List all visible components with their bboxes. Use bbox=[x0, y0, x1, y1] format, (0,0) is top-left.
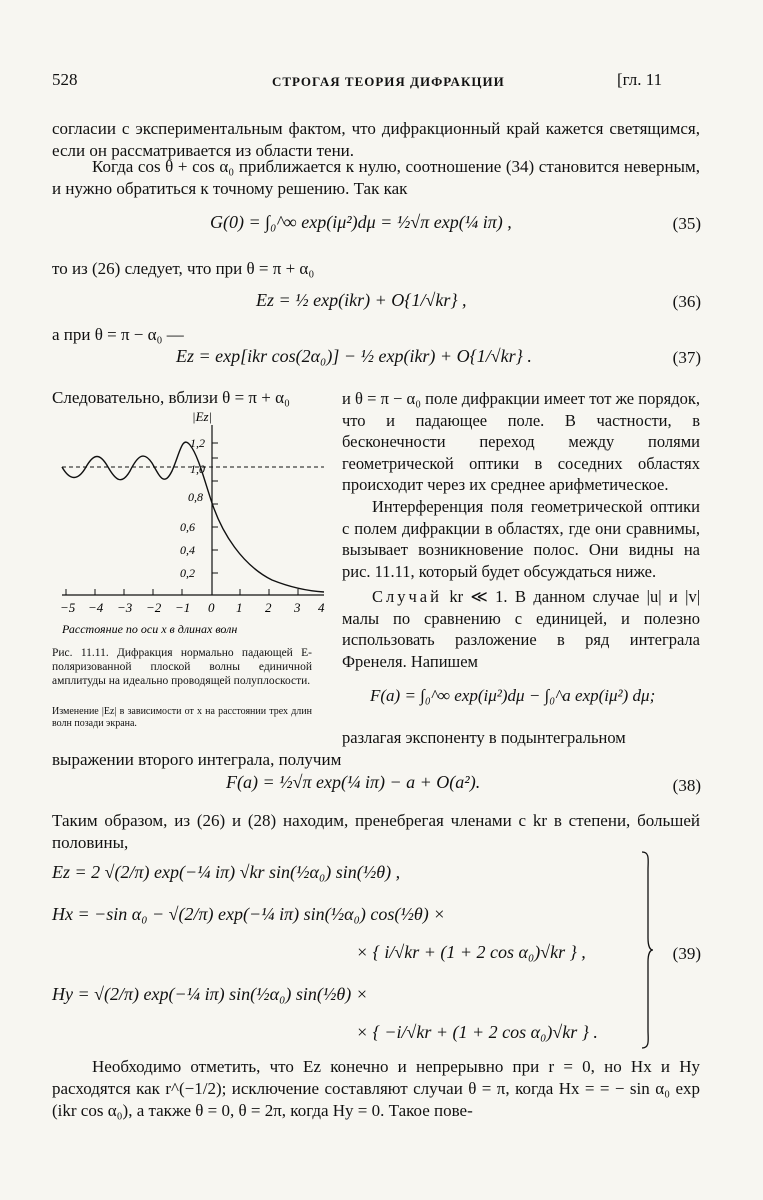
equation-brace bbox=[640, 850, 654, 1050]
paragraph: и θ = π − α₀ поле дифракции имеет тот же порядок, что и падающее поле. В частности, в бесконечности переход между полями геометрической оптики в соседних областях происходит через их среднее арифметическое. bbox=[342, 389, 700, 494]
equation-38: F(a) = ½√π exp(¼ iπ) − a + O(a²). bbox=[226, 772, 481, 792]
case-text: kr ≪ 1. В данном случае |u| и |v| малы по сравнению с единицей, и полезно использовать разложение в ряд интеграла Френеля. Напишем bbox=[342, 587, 701, 671]
figure-plot bbox=[52, 405, 332, 645]
x-axis-label: Расстояние по оси x в длинах волн bbox=[62, 622, 238, 636]
paragraph: Таким образом, из (26) и (28) находим, пренебрегая членами с kr в степени, большей половины, bbox=[52, 811, 700, 852]
y-tick-label: 1,2 bbox=[190, 436, 205, 450]
figure-caption: Рис. 11.11. Дифракция нормально падающей E-поляризованной плоской волны единичной амплитуды на идеально проводящей полуплоскости. bbox=[52, 647, 312, 687]
equation-39-hx-line1: Hx = −sin α₀ − √(2/π) exp(−¼ iπ) sin(½α₀) cos(½θ) × bbox=[52, 904, 446, 924]
paragraph bbox=[342, 586, 700, 672]
equation-fresnel: F(a) = ∫₀^∞ exp(iμ²)dμ − ∫₀^a exp(iμ²) dμ; bbox=[370, 686, 656, 705]
y-tick-label: 0,4 bbox=[180, 543, 195, 557]
x-tick-label: 3 bbox=[294, 600, 301, 615]
equation-39-ez: Ez = 2 √(2/π) exp(−¼ iπ) √kr sin(½α₀) sin(½θ) , bbox=[52, 862, 401, 882]
paragraph: согласии с экспериментальным фактом, что дифракционный край кажется светящимся, если он рассматривается из области тени. bbox=[52, 119, 700, 160]
equation-number: (39) bbox=[672, 944, 701, 963]
paragraph: разлагая экспоненту в подынтегральном bbox=[342, 728, 626, 747]
paragraph: Необходимо отметить, что Ez конечно и непрерывно при r = 0, но Hx и Hy расходятся как r^(−1/2); исключение составляют случаи θ = π, когда Hx = = − sin α₀ exp (ikr cos α₀), а также θ = 0, θ = 2π, когда Hy = 0. Такое пове- bbox=[52, 1057, 700, 1120]
y-tick-label: 1,0 bbox=[190, 462, 205, 476]
paragraph: а при θ = π − α₀ — bbox=[52, 325, 184, 344]
figure-caption-note: Изменение |Ez| в зависимости от x на расстоянии трех длин волн позади экрана. bbox=[52, 706, 312, 729]
y-tick-label: 0,2 bbox=[180, 566, 195, 580]
paragraph: Интерференция поля геометрической оптики с полем дифракции в областях, где они сравнимы, вызывает возникновение полос. Они видны на рис. 11.11, который будет обсуждаться ниже. bbox=[342, 497, 700, 581]
x-tick-label: 2 bbox=[265, 600, 272, 615]
x-tick-label: 1 bbox=[236, 600, 243, 615]
x-ticks bbox=[66, 589, 298, 595]
y-tick-label: 0,6 bbox=[180, 520, 195, 534]
equation-35: G(0) = ∫₀^∞ exp(iμ²)dμ = ½√π exp(¼ iπ) , bbox=[210, 212, 512, 232]
equation-39-hy-line1: Hy = √(2/π) exp(−¼ iπ) sin(½α₀) sin(½θ) × bbox=[52, 984, 368, 1004]
paragraph: выражении второго интеграла, получим bbox=[52, 750, 342, 769]
y-ticks bbox=[212, 443, 218, 573]
paragraph: Когда cos θ + cos α₀ приближается к нулю, соотношение (34) становится неверным, и нужно обратиться к точному решению. Так как bbox=[52, 157, 700, 198]
x-tick-label: −2 bbox=[146, 600, 162, 615]
y-tick-label: 0,8 bbox=[188, 490, 203, 504]
case-label: Случай bbox=[372, 587, 442, 606]
x-tick-label: −5 bbox=[60, 600, 76, 615]
equation-number: (38) bbox=[672, 776, 701, 795]
equation-37: Ez = exp[ikr cos(2α₀)] − ½ exp(ikr) + O{1/√kr} . bbox=[176, 346, 532, 366]
page-number: 528 bbox=[52, 70, 78, 89]
equation-number: (37) bbox=[672, 348, 701, 367]
x-tick-label: 0 bbox=[208, 600, 215, 615]
x-tick-label: −3 bbox=[117, 600, 133, 615]
paragraph-lead: Следовательно, вблизи θ = π + α₀ bbox=[52, 388, 290, 407]
x-tick-label: −1 bbox=[175, 600, 191, 615]
equation-39-hy-line2: × { −i/√kr + (1 + 2 cos α₀)√kr } . bbox=[356, 1022, 598, 1042]
x-tick-label: −4 bbox=[88, 600, 104, 615]
equation-39-hx-line2: × { i/√kr + (1 + 2 cos α₀)√kr } , bbox=[356, 942, 586, 962]
equation-number: (35) bbox=[672, 214, 701, 233]
equation-36: Ez = ½ exp(ikr) + O{1/√kr} , bbox=[256, 290, 467, 310]
running-title: СТРОГАЯ ТЕОРИЯ ДИФРАКЦИИ bbox=[272, 74, 505, 89]
paragraph: то из (26) следует, что при θ = π + α₀ bbox=[52, 259, 315, 278]
x-tick-label: 4 bbox=[318, 600, 325, 615]
chapter-label: [гл. 11 bbox=[617, 70, 663, 89]
y-axis-label: |Ez| bbox=[192, 409, 213, 424]
equation-number: (36) bbox=[672, 292, 701, 311]
